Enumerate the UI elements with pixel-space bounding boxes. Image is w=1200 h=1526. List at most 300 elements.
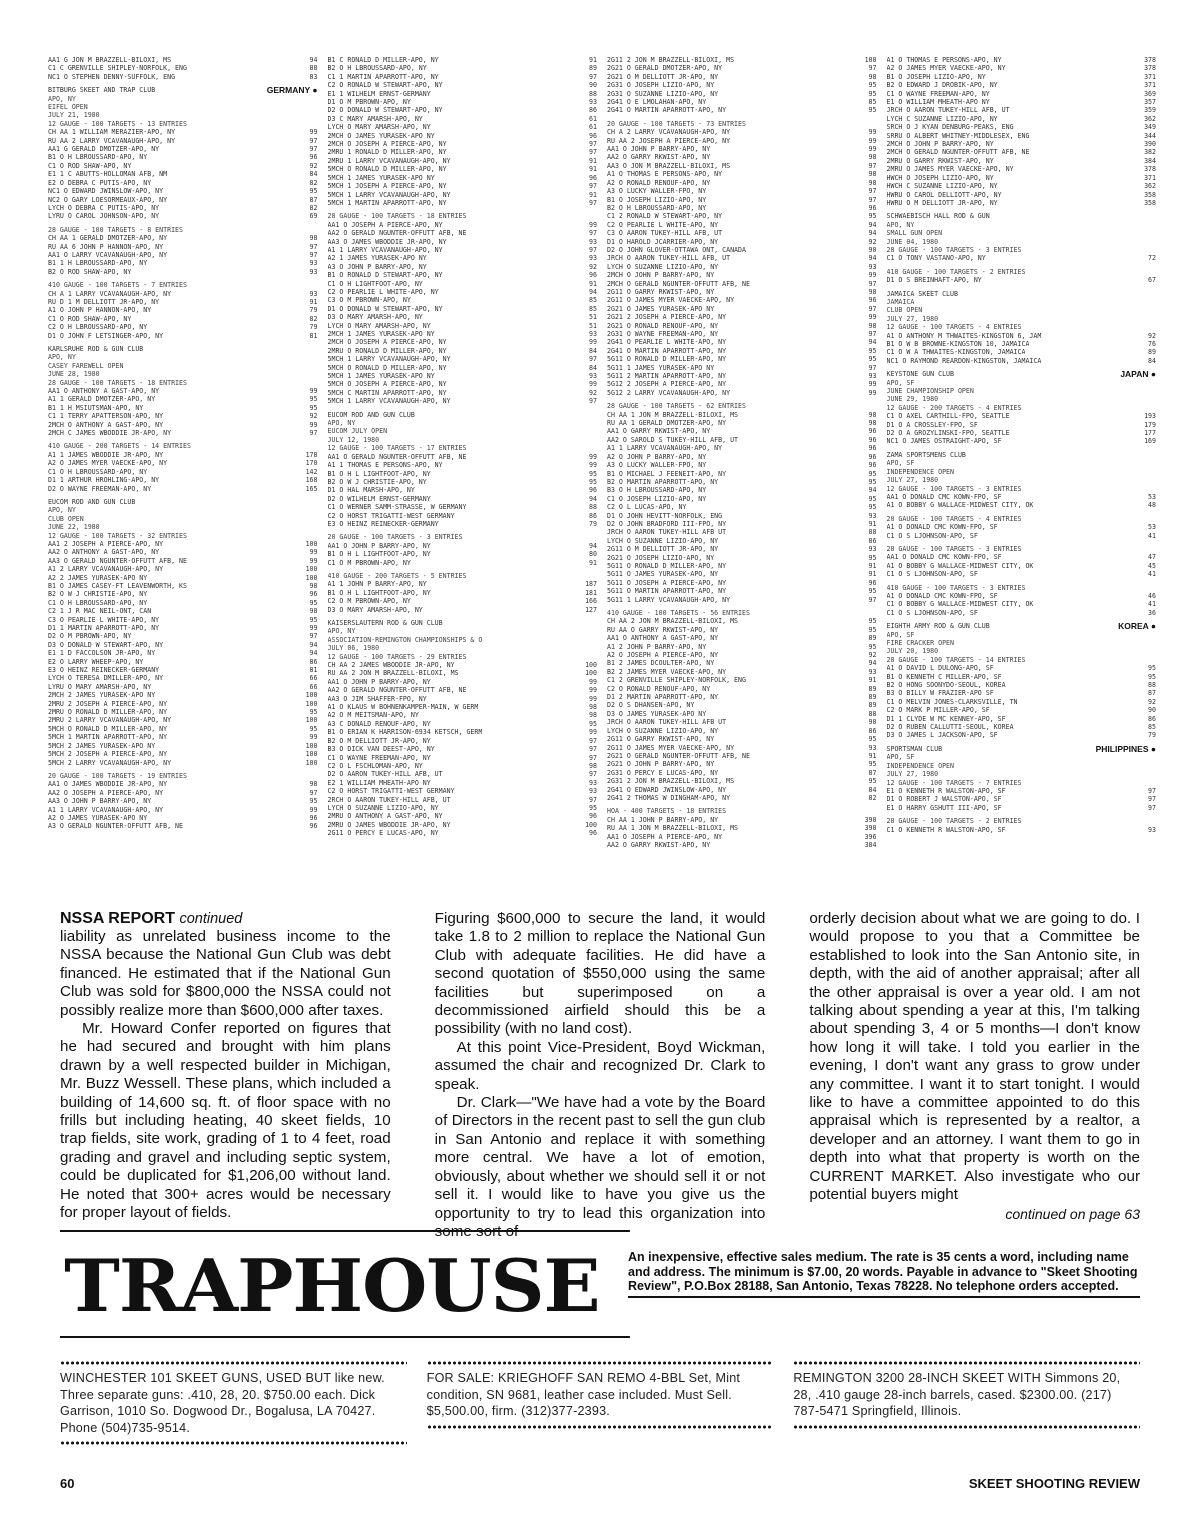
results-listings <box>48 56 1156 884</box>
score: 97 <box>589 770 597 779</box>
score: 96 <box>309 813 318 822</box>
score: 93 <box>589 237 597 246</box>
shooter-entry: C1 C GRENVILLE SHIPLEY-NORFOLK, ENG <box>48 64 187 73</box>
shooter-entry: D2 O RUBEN CALLUTTI-SEOUL, KOREA <box>886 723 1014 732</box>
result-row <box>48 387 318 395</box>
shooter-entry: 5MCH O JOSEPH A PIERCE-APO, NY <box>327 380 447 389</box>
result-row <box>328 322 598 330</box>
shooter-entry: 2G31 O SUZANNE LIZIO-APO, NY <box>607 89 719 98</box>
score: 378 <box>1144 64 1156 73</box>
shooter-entry: B1 C RONALD D MILLER-APO, NY <box>327 56 439 64</box>
shooter-entry: D1 O S BREINHAFT-APO, NY <box>886 276 982 285</box>
score: 187 <box>585 580 597 589</box>
shooter-entry: 2MCH O GERALD NGUNTER-OFFUTT AFB, NE <box>607 279 750 288</box>
score: 99 <box>589 338 597 347</box>
shooter-entry: 2MRU 1 LARRY VCAVANAUGH-APO, NY <box>327 156 451 165</box>
shooter-entry: NC2 O GARY LOESORMEAUX-APO, NY <box>48 195 168 204</box>
shooter-entry: LYCH O SUZANNE LIZIO-APO, NY <box>327 803 439 812</box>
score: 97 <box>589 397 597 406</box>
shooter-entry: AA3 O JOHN P BARRY-APO, NY <box>48 797 152 806</box>
result-row <box>328 199 598 207</box>
shooter-entry: NC1 O STEPHEN DENNY-SUFFOLK, ENG <box>48 72 176 81</box>
shooter-entry: 2MCH O JAMES YURASEK-APO NY <box>327 131 435 140</box>
shooter-entry: C1 O MELVIN JONES-CLARKSVILLE, TN <box>886 697 1018 706</box>
score: 168 <box>305 476 318 485</box>
shooter-entry: 2MCH O JOSEPH A PIERCE-APO, NY <box>327 140 447 149</box>
shooter-entry: A2 1 JAMES YURASEK-APO NY <box>327 254 427 263</box>
score: 41 <box>1148 570 1156 579</box>
shooter-entry: AA3 O JIM SHAFFER-FPO, NY <box>327 694 427 703</box>
shooter-entry: D3 O JAMES YURASEK-APO NY <box>607 709 707 718</box>
shooter-entry: D2 O WAYNE FREEMAN-APO, NY <box>48 484 152 493</box>
shooter-entry: 2G11 O JAMES MYER VAECKE-APO, NY <box>607 743 735 752</box>
result-row <box>607 229 877 237</box>
result-row <box>48 395 318 403</box>
score: 178 <box>305 450 318 459</box>
score: 94 <box>589 287 597 296</box>
score: 88 <box>1148 681 1156 690</box>
score: 97 <box>868 363 877 372</box>
event-block <box>607 402 877 604</box>
score: 97 <box>309 788 318 797</box>
result-row <box>48 649 318 657</box>
result-row <box>48 290 318 298</box>
result-row <box>328 495 598 503</box>
score: 51 <box>589 321 597 330</box>
score: 95 <box>868 503 877 512</box>
score: 79 <box>589 519 597 528</box>
result-row <box>48 733 318 741</box>
shooter-entry: D2 O JOHN BRADFORD III-FPO, NY <box>607 519 727 528</box>
result-row <box>607 187 877 195</box>
event-info: JULY 27, 1980 <box>886 770 939 779</box>
score: 96 <box>868 578 877 587</box>
event-block <box>607 120 877 397</box>
score: 95 <box>868 617 877 626</box>
shooter-entry: LYCH O MARY AMARSH-APO, NY <box>327 321 431 330</box>
shooter-entry: HWRU O CAROL DELLIOTT-APO, NY <box>886 190 1002 199</box>
result-row <box>607 651 877 659</box>
score: 89 <box>868 693 877 702</box>
score: 89 <box>868 684 877 693</box>
shooter-entry: C1 O H LIGHTFOOT-APO, NY <box>327 279 423 288</box>
score: 371 <box>1144 72 1156 81</box>
score: 99 <box>589 728 597 737</box>
result-row <box>607 824 877 832</box>
event-info: JULY 27, 1980 <box>886 476 939 485</box>
event-block <box>48 442 318 492</box>
result-row <box>887 532 1157 540</box>
result-row <box>607 305 877 313</box>
score: 98 <box>868 72 877 81</box>
shooter-entry: C1 O WAYNE FREEMAN-APO, NY <box>886 89 990 98</box>
shooter-entry: B2 O MARTIN APARROTT-APO, NY <box>607 477 719 486</box>
score: 193 <box>1144 412 1156 421</box>
result-row <box>607 81 877 89</box>
result-row <box>887 81 1157 89</box>
event-info: JULY 20, 1980 <box>886 647 939 656</box>
shooter-entry: C1 O S LJOHNSON-APO, SF <box>886 570 978 579</box>
shooter-entry: A3 O GERALD NGUNTER-OFFUTT AFB, NE <box>48 822 183 831</box>
shooter-entry: C1 O AXEL CARTHILL-FPO, SEATTLE <box>886 412 1010 421</box>
result-row <box>328 770 598 778</box>
shooter-entry: 5MCH O RONALD D MILLER-APO, NY <box>327 165 447 174</box>
score: 87 <box>1148 689 1156 698</box>
score: 89 <box>868 634 877 643</box>
shooter-entry: A1 1 THOMAS E PERSONS-APO, NY <box>327 461 443 470</box>
score: 95 <box>309 615 318 624</box>
shooter-entry: B1 O ERIAN K HARRISON-6934 KETSCH, GERM <box>327 728 483 737</box>
result-row <box>328 703 598 711</box>
result-row <box>48 708 318 716</box>
shooter-entry: JRCH O AARON TUKEY-HILL AFB UT <box>607 718 727 727</box>
score: 91 <box>868 570 877 579</box>
score: 94 <box>589 541 597 550</box>
result-row <box>48 268 318 276</box>
classified-ad <box>60 1358 407 1456</box>
event-info: 28 GAUGE - 100 TARGETS - 18 ENTRIES <box>48 378 187 387</box>
shooter-entry: HWCH C SUZANNE LIZIO-APO, NY <box>886 182 998 191</box>
result-row <box>48 179 318 187</box>
result-row <box>328 711 598 719</box>
score: 91 <box>589 156 597 165</box>
score: 98 <box>309 607 318 616</box>
result-row <box>328 453 598 461</box>
shooter-entry: AA1 O DONALD CMC KOWN-FPO, SF <box>886 553 1002 562</box>
club-name: EIGHTH ARMY ROD & GUN CLUB <box>886 622 990 631</box>
shooter-entry: A1 1 LARRY VCAVANAUGH-APO, NY <box>327 245 443 254</box>
shooter-entry: 2MRU O JAMES WBODDIE JR-APO, NY <box>327 820 451 829</box>
score: 99 <box>309 387 318 396</box>
shooter-entry: E1 1 C ABUTTS-HOLLOMAN AFB, NM <box>48 170 168 179</box>
score: 93 <box>868 743 877 752</box>
shooter-entry: 5MCH C MARTIN APARROTT-APO, NY <box>327 388 447 397</box>
shooter-entry: D2 O JOHN GLOVER-OTTAWA ONT, CANADA <box>607 245 746 254</box>
result-row <box>887 148 1157 156</box>
shooter-entry: SRRU O ALBERT WHITNEY-MIDDLESEX, ENG <box>886 131 1030 140</box>
score: 95 <box>309 724 318 733</box>
score: 100 <box>585 661 597 670</box>
classified-ad <box>427 1358 774 1456</box>
shooter-entry: A1 O JOHN P HANNON-APO, NY <box>48 306 152 315</box>
shooter-entry: 5MCH 1 LARRY VCAVANAUGH-APO, NY <box>327 355 451 364</box>
shooter-entry: 2MRU O ANTHONY A GAST-APO, NY <box>327 812 443 821</box>
shooter-entry: 5G11 2 MARTIN APARROTT-APO, NY <box>607 372 727 381</box>
result-row <box>887 673 1157 681</box>
score: 93 <box>589 254 597 263</box>
score: 100 <box>305 758 318 767</box>
shooter-entry: B1 O MICHAEL J FEENEIT-APO, NY <box>607 469 727 478</box>
result-row <box>328 182 598 190</box>
result-row <box>48 789 318 797</box>
shooter-entry: B2 O W J CHRISTIE-APO, NY <box>48 590 148 599</box>
score: 99 <box>589 677 597 686</box>
result-row <box>607 495 877 503</box>
result-row <box>328 597 598 605</box>
score: 79 <box>1148 731 1156 740</box>
shooter-entry: E2 1 WILLIAM MHEATH-APO NY <box>327 778 431 787</box>
continued-note: continued on page 63 <box>1005 1205 1141 1222</box>
shooter-entry: 5G11 O JOSEPH A PIERCE-APO, NY <box>607 578 727 587</box>
score: 99 <box>589 686 597 695</box>
score: 88 <box>589 89 597 98</box>
result-row <box>887 698 1157 706</box>
shooter-entry: 2G21 O JOSEPH LIZIO-APO, NY <box>607 553 715 562</box>
result-row <box>607 372 877 380</box>
event-block <box>607 807 877 849</box>
score: 79 <box>309 306 318 315</box>
shooter-entry: 5MCH 1 MARTIN APARROTT-APO, NY <box>327 198 447 207</box>
score: 95 <box>1148 664 1156 673</box>
event-info: 28 GAUGE - 100 TARGETS - 14 ENTRIES <box>886 655 1026 664</box>
shooter-entry: 2G21 O JOHN P BARRY-APO, NY <box>607 760 715 769</box>
score: 99 <box>309 733 318 742</box>
event-info: CLUB OPEN <box>886 306 923 315</box>
result-row <box>48 196 318 204</box>
score: 169 <box>1144 437 1156 446</box>
dotted-rule <box>427 1424 774 1430</box>
shooter-entry: 5MCH 1 JAMES YURASEK-APO NY <box>327 372 435 381</box>
score: 97 <box>868 330 877 338</box>
score: 88 <box>868 709 877 718</box>
score: 80 <box>589 550 597 559</box>
score: 94 <box>868 220 877 229</box>
score: 69 <box>309 212 318 221</box>
result-row <box>607 470 877 478</box>
result-row <box>328 56 598 64</box>
event-info: APO, SF <box>886 753 915 762</box>
shooter-entry: C1 1 MARTIN APARROTT-APO, NY <box>327 72 439 81</box>
event-block <box>48 281 318 340</box>
shooter-entry: CH AA 1 JON M BRAZZELL-BILOXI, MS <box>607 410 739 419</box>
country-label: JAPAN ● <box>1120 370 1156 378</box>
event-info: JULY 27, 1980 <box>886 314 939 323</box>
score: 47 <box>1148 553 1156 562</box>
result-row <box>48 73 318 81</box>
shooter-entry: D1 O JOHN HEVITT-NORFOLK, ENG <box>607 511 723 520</box>
score: 88 <box>868 528 877 537</box>
shooter-entry: 2RCH O AARON TUKEY-HILL AFB, UT <box>327 795 451 804</box>
event-block <box>887 56 1157 207</box>
result-row <box>328 238 598 246</box>
result-row <box>607 145 877 153</box>
score: 93 <box>309 259 318 268</box>
score: 99 <box>868 145 877 154</box>
page-number: 60 <box>60 1476 75 1491</box>
score: 97 <box>309 632 318 641</box>
shooter-entry: AA2 O GERALD NGUNTER-OFFUTT AFB, NE <box>327 229 467 238</box>
score: 93 <box>309 289 318 298</box>
result-row <box>328 812 598 820</box>
shooter-entry: 5G11 1 LARRY VCAVANAUGH-APO, NY <box>607 595 731 604</box>
shooter-entry: 5MCH 2 LARRY VCAVANAUGH-APO, NY <box>48 758 172 767</box>
result-row <box>607 313 877 321</box>
result-row <box>328 787 598 795</box>
shooter-entry: C1 O ROD SHAW-APO, NY <box>48 161 132 170</box>
result-row <box>48 204 318 212</box>
shooter-entry: LYCH O SUZANNE LIZIO-APO, NY <box>607 726 719 735</box>
result-row <box>328 695 598 703</box>
score: 92 <box>868 651 877 660</box>
result-row <box>607 347 877 355</box>
shooter-entry: AA1 O JOHN P BARRY-APO, NY <box>327 677 431 686</box>
result-row <box>887 132 1157 140</box>
shooter-entry: 2G21 O JAMES YURASEK-APO NY <box>607 304 715 313</box>
event-info: 20 GAUGE - 100 TARGETS - 19 ENTRIES <box>48 771 187 780</box>
event-info: INDEPENDENCE OPEN <box>886 761 954 770</box>
shooter-entry: B2 O H LBROUSSARD-APO, NY <box>607 203 707 212</box>
dotted-rule <box>427 1360 774 1366</box>
score: 86 <box>589 106 597 115</box>
shooter-entry: B1 O RONALD D STEWART-APO, NY <box>327 271 443 280</box>
shooter-entry: AA2 O GARRY RKWIST-APO, NY <box>607 153 711 162</box>
result-row <box>328 606 598 614</box>
event-info: JAMAICA <box>886 297 915 306</box>
result-row <box>607 436 877 444</box>
score: 85 <box>589 304 597 313</box>
event-info: 12 GAUGE - 100 TARGETS - 29 ENTRIES <box>327 652 467 661</box>
score: 99 <box>309 548 318 557</box>
event-info: APO, NY <box>886 220 915 229</box>
shooter-entry: 2MRU O GARRY RKWIST-APO, NY <box>886 156 994 165</box>
shooter-entry: A1 O BOBBY G WALLACE-MIDWEST CITY, OK <box>886 501 1034 510</box>
shooter-entry: 2MRU 1 RONALD D MILLER-APO, NY <box>327 148 447 157</box>
shooter-entry: C1 1 TERRY APATTERSON-APO, NY <box>48 412 164 421</box>
event-info: APO, NY <box>48 506 76 515</box>
score: 97 <box>1148 803 1156 812</box>
shooter-entry: RU AA 6 JOHN P HANNON-APO, NY <box>48 242 164 251</box>
shooter-entry: A1 O DAVID L DULONG-APO, SF <box>886 664 994 673</box>
shooter-entry: RU AA 1 JON M BRAZZELL-BILOXI, MS <box>607 824 739 833</box>
result-row <box>887 804 1157 812</box>
shooter-entry: A1 O DONALD CMC KOWN-FPO, SF <box>886 523 998 532</box>
result-row <box>607 179 877 187</box>
score: 85 <box>589 296 597 305</box>
club-name: ZAMA SPORTSMENS CLUB <box>886 450 966 459</box>
shooter-entry: C2 O H LBROUSSARD-APO, NY <box>48 323 148 332</box>
shooter-entry: E3 O HEINZ REINECKER-GERMANY <box>327 519 439 528</box>
shooter-entry: AA1 O ANTHONY A GAST-APO, NY <box>607 634 719 643</box>
event-block <box>607 56 877 115</box>
score: 100 <box>305 741 318 750</box>
result-row <box>328 271 598 279</box>
score: 95 <box>868 89 877 98</box>
shooter-entry: B2 O ROD SHAW-APO, NY <box>48 267 132 276</box>
event-info: JUNE 29, 1980 <box>886 395 939 404</box>
result-row <box>48 485 318 493</box>
shooter-entry: RU AA 2 LARRY VCAVANAUGH-APO, NY <box>48 136 176 145</box>
result-row <box>48 56 318 64</box>
score: 100 <box>305 716 318 725</box>
score: 87 <box>309 195 318 204</box>
shooter-entry: B2 O EDWARD J DROBIK-APO, NY <box>886 81 998 90</box>
result-row <box>607 461 877 469</box>
result-row <box>607 162 877 170</box>
shooter-entry: D3 O MARY AMARSH-APO, NY <box>327 313 423 322</box>
result-row <box>48 607 318 615</box>
score: 95 <box>309 598 318 607</box>
score: 93 <box>868 262 877 271</box>
result-row <box>607 444 877 452</box>
result-row <box>48 259 318 267</box>
score: 97 <box>589 753 597 762</box>
club-header <box>887 370 1157 378</box>
shooter-entry: CH AA 1 JOHN P BARRY-APO, NY <box>607 815 719 824</box>
shooter-entry: B2 O HONG SOONYDO-SEOUL, KOREA <box>886 681 1006 690</box>
result-row <box>887 592 1157 600</box>
shooter-entry: LYCH O MARY AMARSH-APO, NY <box>327 123 431 132</box>
shooter-entry: AA3 O JON M BRAZZELL-BILOXI, MS <box>607 161 731 170</box>
score: 390 <box>1144 140 1156 149</box>
result-row <box>328 669 598 677</box>
result-row <box>887 570 1157 578</box>
event-info: JULY 12, 1980 <box>327 435 380 444</box>
score: 91 <box>589 56 597 64</box>
shooter-entry: C2 O M PBROWN-APO, NY <box>327 597 411 606</box>
score: 96 <box>868 427 877 436</box>
shooter-entry: C1 O JOSEPH LIZIO-APO, NY <box>607 494 707 503</box>
result-row <box>607 280 877 288</box>
shooter-entry: A1 1 LARRY VCAVANAUGH-APO, NY <box>48 805 164 814</box>
result-row <box>48 806 318 814</box>
result-row <box>48 599 318 607</box>
result-row <box>887 493 1157 501</box>
score: 95 <box>868 642 877 651</box>
result-row <box>887 56 1157 64</box>
result-row <box>328 389 598 397</box>
article-paragraph: orderly decision about what we are going to do. I would propose to you that a Committee be established to look into the San Antonio site, in depth, with the aid of another appraisal; after all the other appraisal is over a year old. I am not talking about spending a year at this, I'm talking about spending 3, 4 or 5 months—I don't know how long it will take. I told you earlier in the evening, I don't want any grass to grow under any committee. I want it to start tonight. I would like to have a committee appointed to do this appraisal which is represented by a realtor, a developer and an attorney. I want them to go in depth into what that property is worth on the CURRENT MARKET. Also investigate who our potential buyers might <box>809 910 1141 1204</box>
shooter-entry: C2 O HORST TRIGATTI-WEST GERMANY <box>327 511 455 520</box>
score: 95 <box>309 403 318 412</box>
shooter-entry: NC1 O JAMES OSTRAIGHT-APO, SF <box>886 437 1002 446</box>
shooter-entry: AA1 O JOSEPH A PIERCE-APO, NY <box>327 220 443 229</box>
score: 99 <box>309 556 318 565</box>
score: 100 <box>864 56 877 64</box>
result-row <box>328 132 598 140</box>
club-header <box>48 345 318 353</box>
score: 87 <box>868 768 877 777</box>
result-row <box>607 587 877 595</box>
result-row <box>887 90 1157 98</box>
result-row <box>887 115 1157 123</box>
score: 97 <box>309 145 318 154</box>
result-row <box>607 419 877 427</box>
result-row <box>607 735 877 743</box>
shooter-entry: 5G11 O MARTIN APARROTT-APO, NY <box>607 587 727 596</box>
result-row <box>328 347 598 355</box>
result-row <box>48 814 318 822</box>
result-row <box>887 64 1157 72</box>
shooter-entry: 2G11 O GARRY RKWIST-APO, NY <box>607 735 715 744</box>
result-row <box>328 246 598 254</box>
score: 95 <box>868 587 877 596</box>
shooter-entry: C2 O RONALD RENOUF-APO, NY <box>607 684 711 693</box>
shooter-entry: A2 O JAMES MYER VAECKE-APO, NY <box>886 64 1006 73</box>
result-row <box>887 412 1157 420</box>
score: 99 <box>868 388 877 397</box>
event-info: JUNE CHAMPIONSHIP OPEN <box>886 387 974 396</box>
event-block <box>887 451 1157 510</box>
result-row <box>607 596 877 604</box>
shooter-entry: 2MCH O JOHN P BARRY-APO, NY <box>886 140 994 149</box>
shooter-entry: D1 1 ARTHUR HROHLING-APO, NY <box>48 476 160 485</box>
result-row <box>887 276 1157 284</box>
result-row <box>607 271 877 279</box>
shooter-entry: RU D 1 M DELLIOTT JR-APO, NY <box>48 297 160 306</box>
shooter-entry: D2 O A GROZYLINSKI-FPO, SEATTLE <box>886 429 1010 438</box>
score: 99 <box>868 136 877 145</box>
shooter-entry: A3 O LUCKY WALLER-FPO, NY <box>607 461 707 470</box>
